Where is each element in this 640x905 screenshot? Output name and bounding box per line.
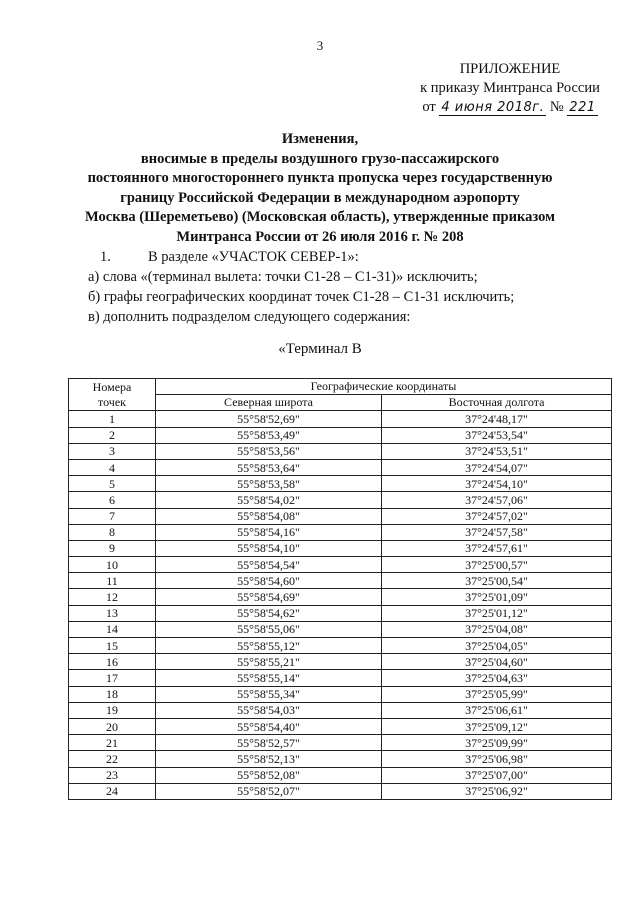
longitude-cell: 37°25'01,12": [382, 605, 612, 621]
latitude-cell: 55°58'54,62": [156, 605, 382, 621]
longitude-cell: 37°25'09,12": [382, 718, 612, 734]
paragraph-number: 1.: [100, 249, 111, 265]
header-latitude: Северная широта: [156, 395, 382, 411]
table-row: [69, 508, 612, 524]
title-line: Минтранса России от 26 июля 2016 г. № 208: [176, 228, 464, 245]
point-number-cell: 7: [69, 508, 156, 524]
title-line: Москва (Шереметьево) (Московская область), утвержденные приказом: [85, 209, 555, 225]
latitude-cell: 55°58'53,56": [156, 443, 382, 459]
latitude-cell: 55°58'54,16": [156, 524, 382, 540]
table-row: [69, 492, 612, 508]
header-point-numbers-line2: точек: [98, 394, 126, 409]
latitude-cell: 55°58'53,49": [156, 427, 382, 443]
order-date-line: [405, 98, 615, 117]
paragraph-1: [88, 247, 608, 267]
longitude-cell: 37°24'57,58": [382, 524, 612, 540]
point-number-cell: 2: [69, 427, 156, 443]
table-row: [69, 459, 612, 475]
point-number-cell: 3: [69, 443, 156, 459]
point-number-cell: 19: [69, 702, 156, 718]
table-row: [69, 670, 612, 686]
point-number-cell: 15: [69, 638, 156, 654]
table-row: [69, 767, 612, 783]
longitude-cell: 37°24'53,51": [382, 443, 612, 459]
point-number-cell: 16: [69, 654, 156, 670]
latitude-cell: 55°58'53,58": [156, 476, 382, 492]
table-row: [69, 443, 612, 459]
handwritten-number: 221: [569, 100, 596, 115]
latitude-cell: 55°58'52,57": [156, 735, 382, 751]
latitude-cell: 55°58'52,07": [156, 783, 382, 799]
latitude-cell: 55°58'55,34": [156, 686, 382, 702]
longitude-cell: 37°24'48,17": [382, 411, 612, 427]
title-line: вносимые в пределы воздушного грузо-пассажирского: [140, 150, 500, 167]
longitude-cell: 37°25'06,98": [382, 751, 612, 767]
point-number-cell: 6: [69, 492, 156, 508]
latitude-cell: 55°58'55,06": [156, 621, 382, 637]
point-number-cell: 12: [69, 589, 156, 605]
title-line: Изменения,: [281, 131, 359, 147]
title-line: постоянного многостороннего пункта пропуска через государственную: [87, 170, 553, 186]
table-row: [69, 411, 612, 427]
paragraph-1-text: В разделе «УЧАСТОК СЕВЕР-1»:: [148, 249, 359, 265]
longitude-cell: 37°25'06,92": [382, 783, 612, 799]
table-row: [69, 751, 612, 767]
body-text: [88, 247, 608, 327]
header-point-numbers: [69, 379, 156, 411]
title-line: границу Российской Федерации в международном аэропорту: [120, 189, 520, 206]
latitude-cell: 55°58'54,54": [156, 557, 382, 573]
longitude-cell: 37°24'57,06": [382, 492, 612, 508]
item-b: б) графы географических координат точек С1-28 – С1-31 исключить;: [88, 289, 515, 305]
point-number-cell: 22: [69, 751, 156, 767]
table-row: [69, 702, 612, 718]
point-number-cell: 20: [69, 718, 156, 734]
number-label: №: [549, 99, 564, 115]
point-number-cell: 21: [69, 735, 156, 751]
latitude-cell: 55°58'54,03": [156, 702, 382, 718]
handwritten-date: 4 июня 2018г.: [441, 100, 545, 115]
table-row: [69, 524, 612, 540]
latitude-cell: 55°58'54,02": [156, 492, 382, 508]
longitude-cell: 37°25'06,61": [382, 702, 612, 718]
appendix-subtitle: к приказу Минтранса России: [420, 80, 600, 96]
table-row: [69, 557, 612, 573]
table-row: [69, 540, 612, 556]
longitude-cell: 37°25'05,99": [382, 686, 612, 702]
table-row: [69, 427, 612, 443]
point-number-cell: 9: [69, 540, 156, 556]
table-row: [69, 783, 612, 799]
point-number-cell: 13: [69, 605, 156, 621]
longitude-cell: 37°25'09,99": [382, 735, 612, 751]
coordinates-table: [68, 378, 612, 800]
point-number-cell: 4: [69, 459, 156, 475]
point-number-cell: 11: [69, 573, 156, 589]
latitude-cell: 55°58'54,69": [156, 589, 382, 605]
table-row: [69, 654, 612, 670]
latitude-cell: 55°58'55,14": [156, 670, 382, 686]
document-title: [60, 130, 580, 247]
longitude-cell: 37°25'04,08": [382, 621, 612, 637]
table-row: [69, 735, 612, 751]
longitude-cell: 37°25'00,54": [382, 573, 612, 589]
table-body: [69, 411, 612, 800]
point-number-cell: 10: [69, 557, 156, 573]
table-row: [69, 686, 612, 702]
header-longitude: Восточная долгота: [382, 395, 612, 411]
table-row: [69, 718, 612, 734]
point-number-cell: 24: [69, 783, 156, 799]
point-number-cell: 18: [69, 686, 156, 702]
table-row: [69, 573, 612, 589]
latitude-cell: 55°58'52,13": [156, 751, 382, 767]
longitude-cell: 37°25'04,63": [382, 670, 612, 686]
appendix-header: [405, 60, 615, 117]
latitude-cell: 55°58'54,60": [156, 573, 382, 589]
longitude-cell: 37°24'53,54": [382, 427, 612, 443]
longitude-cell: 37°24'57,02": [382, 508, 612, 524]
latitude-cell: 55°58'54,40": [156, 718, 382, 734]
page-number: 3: [316, 38, 324, 53]
point-number-cell: 8: [69, 524, 156, 540]
point-number-cell: 1: [69, 411, 156, 427]
latitude-cell: 55°58'54,08": [156, 508, 382, 524]
longitude-cell: 37°25'04,05": [382, 638, 612, 654]
longitude-cell: 37°24'54,10": [382, 476, 612, 492]
latitude-cell: 55°58'53,64": [156, 459, 382, 475]
item-a: а) слова «(терминал вылета: точки C1-28 – C1-31)» исключить;: [88, 269, 478, 285]
latitude-cell: 55°58'55,21": [156, 654, 382, 670]
table-row: [69, 605, 612, 621]
point-number-cell: 17: [69, 670, 156, 686]
table-row: [69, 621, 612, 637]
longitude-cell: 37°25'00,57": [382, 557, 612, 573]
longitude-cell: 37°25'01,09": [382, 589, 612, 605]
subsection-title: «Терминал В: [278, 341, 362, 357]
point-number-cell: 14: [69, 621, 156, 637]
appendix-title: ПРИЛОЖЕНИЕ: [459, 61, 561, 77]
longitude-cell: 37°25'07,00": [382, 767, 612, 783]
longitude-cell: 37°24'57,61": [382, 540, 612, 556]
latitude-cell: 55°58'52,69": [156, 411, 382, 427]
header-point-numbers-line1: Номера: [92, 379, 132, 394]
point-number-cell: 5: [69, 476, 156, 492]
header-geo-coordinates: Географические координаты: [156, 379, 612, 395]
table-row: [69, 638, 612, 654]
longitude-cell: 37°25'04,60": [382, 654, 612, 670]
from-label: от: [422, 99, 436, 115]
longitude-cell: 37°24'54,07": [382, 459, 612, 475]
latitude-cell: 55°58'55,12": [156, 638, 382, 654]
latitude-cell: 55°58'52,08": [156, 767, 382, 783]
point-number-cell: 23: [69, 767, 156, 783]
table-row: [69, 476, 612, 492]
latitude-cell: 55°58'54,10": [156, 540, 382, 556]
table-row: [69, 589, 612, 605]
item-c: в) дополнить подразделом следующего содержания:: [88, 309, 411, 325]
